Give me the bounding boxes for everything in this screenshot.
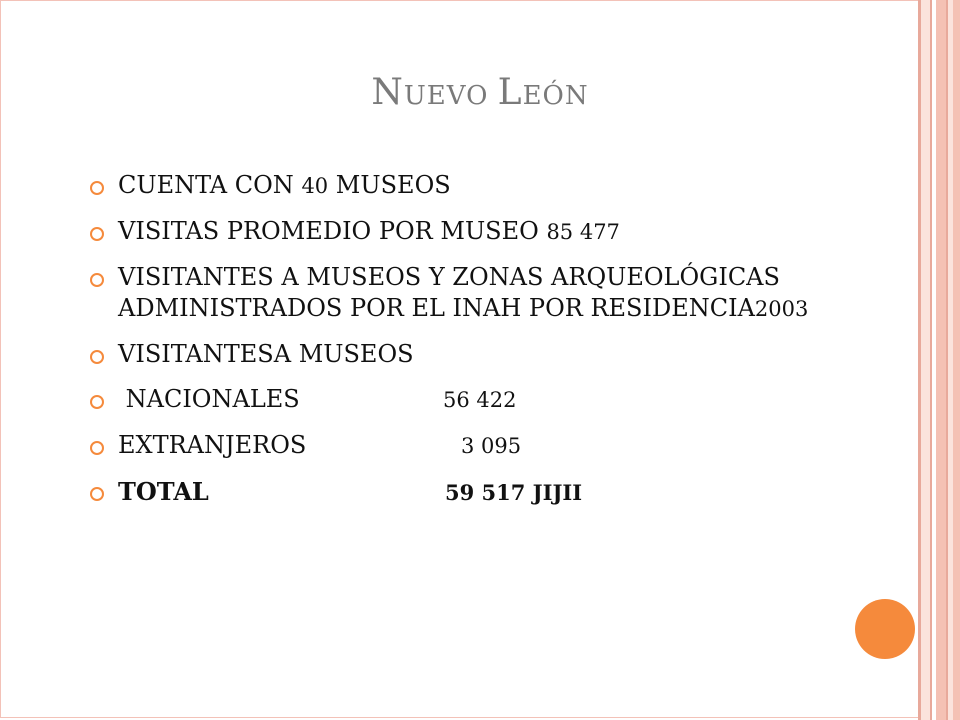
bullet-label: TOTAL [118,477,209,506]
bullet-text: VISITAS PROMEDIO POR MUSEO [118,217,547,245]
title-cap-1: N [371,72,404,113]
title-rest-2: EÓN [522,81,589,111]
bullet-circle-icon [90,441,104,455]
title-cap-2: L [497,72,523,113]
list-item [90,216,870,248]
bullet-circle-icon [90,181,104,195]
bullet-label: EXTRANJEROS [118,431,307,459]
bullet-number: 56 422 [443,388,517,412]
bullet-text-rest: MUSEOS [328,171,451,199]
title-rest-1: UEVO [403,81,498,111]
bullet-text: VISITANTESA MUSEOS [118,340,414,368]
bullet-text: VISITANTES A MUSEOS Y ZONAS ARQUEOLÓGICAS ADMINISTRADOS POR EL INAH POR RESIDENCIA [118,263,780,322]
bullet-circle-icon [90,227,104,241]
slide-title [0,72,960,113]
bullet-number: 59 517 JIJII [445,480,583,505]
bullet-circle-icon [90,487,104,501]
list-item [90,384,870,416]
list-item [90,339,870,370]
bullet-number: 85 477 [546,220,620,244]
bullet-number: 40 [301,174,329,198]
bullet-circle-icon [90,273,104,287]
list-item [90,170,870,202]
decorative-circle [855,599,915,659]
bullet-number: 2003 [754,297,809,321]
bullet-circle-icon [90,350,104,364]
list-item [90,476,870,508]
list-item [90,262,870,325]
bullet-label: NACIONALES [118,385,300,413]
bullet-list [90,170,870,508]
list-item [90,430,870,462]
bullet-circle-icon [90,395,104,409]
bullet-number: 3 095 [461,434,522,458]
bullet-text: CUENTA CON [118,171,302,199]
